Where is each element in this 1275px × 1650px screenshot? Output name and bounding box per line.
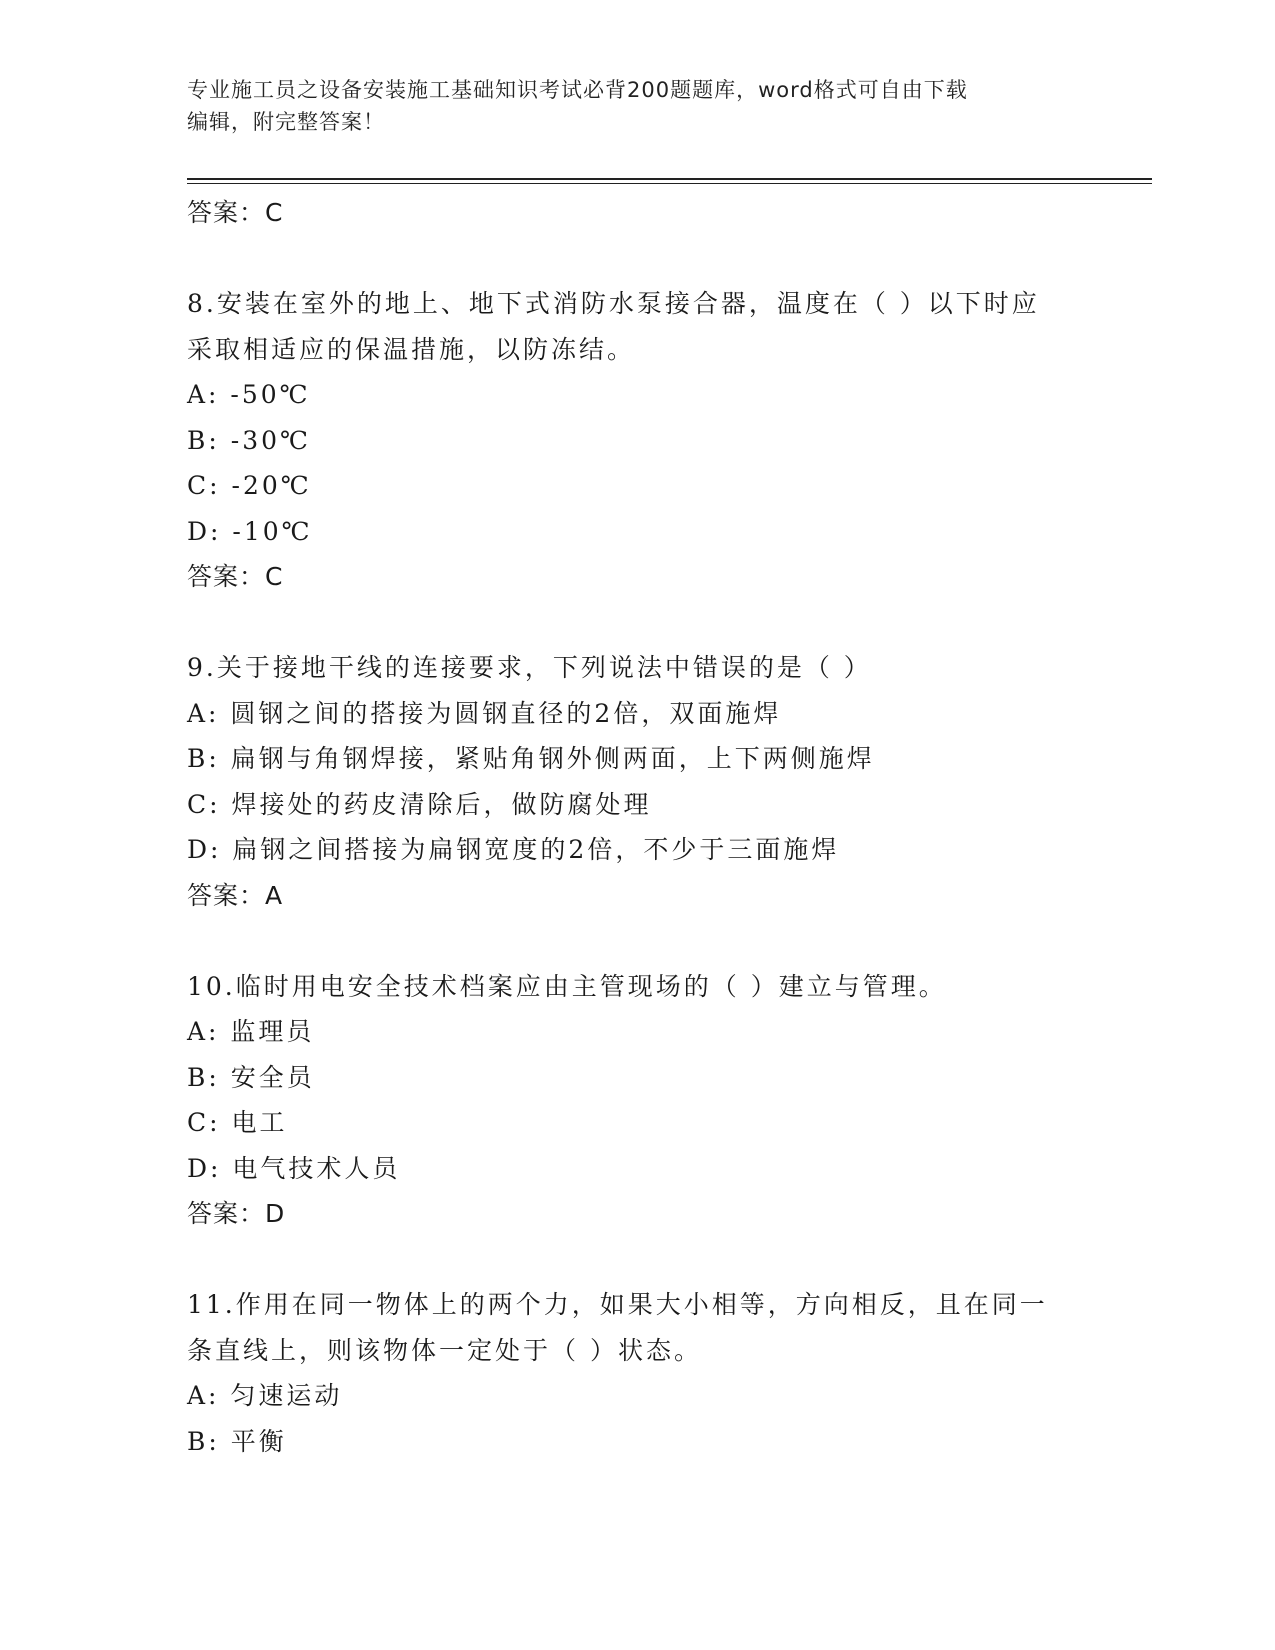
- option-line: D: 电气技术人员: [187, 1153, 401, 1183]
- spacer: [187, 1237, 1087, 1283]
- question-text: 9.关于接地干线的连接要求，下列说法中错误的是（ ）: [187, 653, 872, 682]
- option-line: D: 扁钢之间搭接为扁钢宽度的2倍，不少于三面施焊: [187, 835, 840, 864]
- spacer: [187, 600, 1087, 646]
- option-line: A: -50℃: [187, 380, 311, 409]
- spacer: [187, 918, 1087, 964]
- option-line: C: 电工: [187, 1108, 288, 1137]
- answer-line: 答案：C: [187, 198, 284, 227]
- spacer: [187, 236, 1087, 282]
- option-line: B: 平衡: [187, 1426, 287, 1456]
- question-text: 条直线上，则该物体一定处于（ ）状态。: [187, 1335, 702, 1365]
- question-text: 11.作用在同一物体上的两个力，如果大小相等，方向相反，且在同一: [187, 1290, 1048, 1319]
- header-line-1: 专业施工员之设备安装施工基础知识考试必背200题题库，word格式可自由下载: [187, 78, 968, 102]
- option-line: B: -30℃: [187, 425, 311, 455]
- option-line: A: 圆钢之间的搭接为圆钢直径的2倍，双面施焊: [187, 698, 782, 728]
- header-rule-thin: [187, 183, 1152, 184]
- question-text: 10.临时用电安全技术档案应由主管现场的（ ）建立与管理。: [187, 971, 947, 1001]
- question-text: 采取相适应的保温措施，以防冻结。: [187, 334, 636, 364]
- option-line: A: 监理员: [187, 1017, 315, 1046]
- header-rule-thick: [187, 178, 1152, 180]
- answer-line: 答案：C: [187, 562, 284, 591]
- option-line: C: -20℃: [187, 471, 312, 500]
- option-line: D: -10℃: [187, 516, 313, 546]
- question-content: [187, 190, 1087, 1464]
- option-line: B: 扁钢与角钢焊接，紧贴角钢外侧两面，上下两侧施焊: [187, 744, 875, 773]
- header-line-2: 编辑，附完整答案！: [187, 110, 385, 134]
- question-text: 8.安装在室外的地上、地下式消防水泵接合器，温度在（ ）以下时应: [187, 289, 1040, 318]
- document-header: [187, 74, 1067, 138]
- answer-line: 答案：D: [187, 1199, 286, 1228]
- answer-line: 答案：A: [187, 880, 284, 910]
- option-line: C: 焊接处的药皮清除后，做防腐处理: [187, 789, 652, 819]
- option-line: A: 匀速运动: [187, 1381, 343, 1410]
- option-line: B: 安全员: [187, 1062, 315, 1092]
